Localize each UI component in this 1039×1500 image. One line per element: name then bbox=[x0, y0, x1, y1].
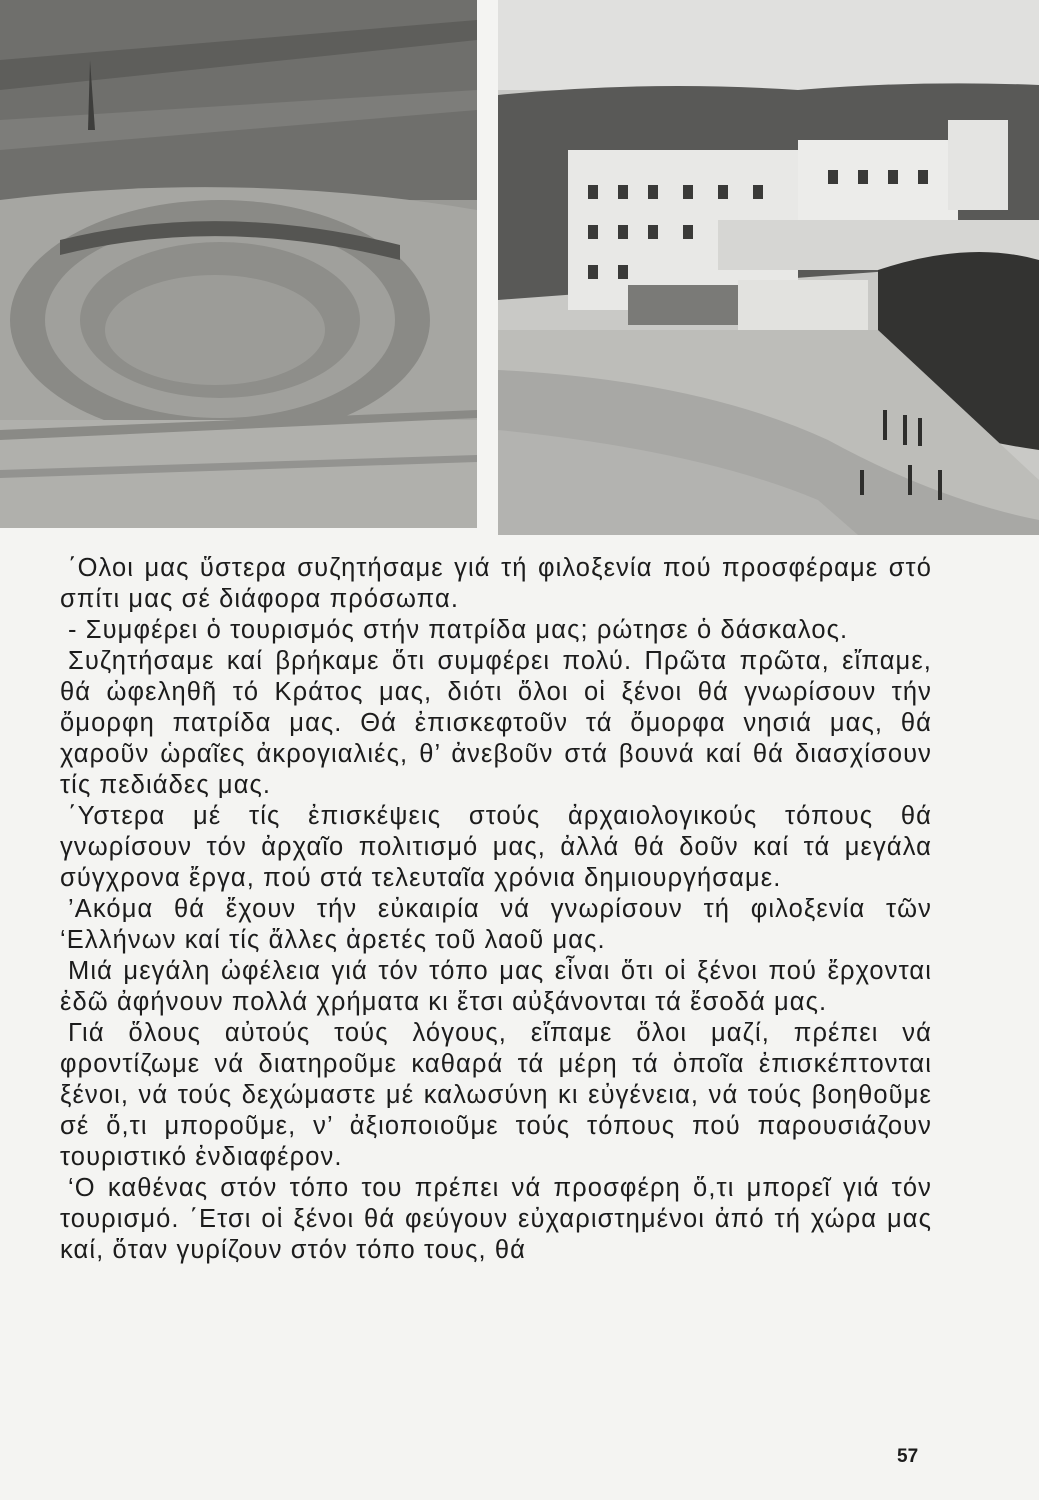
body-text bbox=[60, 553, 932, 1266]
paragraph: ΄Ολοι μας ὕστερα συζητήσαμε γιά τή φιλοξενία πού προσφέραμε στό σπίτι μας σέ διάφορα πρόσωπα. bbox=[60, 554, 932, 613]
paragraph: Μιά μεγάλη ὠφέλεια γιά τόν τόπο μας εἶναι ὅτι οἱ ξένοι πού ἔρχονται ἐδῶ ἀφήνουν πολλά χρήματα κι ἔτσι αὐξάνονται τά ἔσοδά μας. bbox=[60, 957, 932, 1016]
paragraph: Συζητήσαμε καί βρήκαμε ὅτι συμφέρει πολύ. Πρῶτα πρῶτα, εἴπαμε, θά ὠφεληθῆ τό Κράτος μας, διότι ὅλοι οἱ ξένοι θά γνωρίσουν τήν ὄμορφη πατρίδα μας. Θά ἐπισκεφτοῦν τά ὄμορφα νησιά μας, θά χαροῦν ὡραῖες ἀκρογιαλιές, θ’ ἀνεβοῦν στά βουνά καί θά διασχίσουν τίς πεδιάδες μας. bbox=[60, 647, 932, 799]
page-number: 57 bbox=[897, 1446, 919, 1467]
ancient-theatre-image bbox=[0, 0, 477, 528]
paragraph: ‘Ο καθένας στόν τόπο του πρέπει νά προσφέρη ὅ,τι μπορεῖ γιά τόν τουρισμό. ΄Ετσι οἱ ξένοι θά φεύγουν εὐχαριστημένοι ἀπό τή χώρα μας καί, ὅταν γυρίζουν στόν τόπο τους, θά bbox=[60, 1174, 932, 1264]
seaside-hotels-photo bbox=[498, 0, 1039, 535]
seaside-hotels-image bbox=[498, 0, 1039, 535]
ancient-theatre-photo bbox=[0, 0, 477, 528]
paragraph: - Συμφέρει ὁ τουρισμός στήν πατρίδα μας; ρώτησε ὁ δάσκαλος. bbox=[68, 616, 849, 644]
paragraph: ’Ακόμα θά ἔχουν τήν εὐκαιρία νά γνωρίσουν τή φιλοξενία τῶν ‘Ελλήνων καί τίς ἄλλες ἀρετές τοῦ λαοῦ μας. bbox=[60, 895, 932, 954]
paragraph: Γιά ὅλους αὐτούς τούς λόγους, εἴπαμε ὅλοι μαζί, πρέπει νά φροντίζωμε νά διατηροῦμε καθαρά τά μέρη τά ὁποῖα ἐπισκέπτονται ξένοι, νά τούς δεχώμαστε μέ καλωσύνη κι εὐγένεια, νά τούς βοηθοῦμε σέ ὅ,τι μποροῦμε, ν’ ἀξιοποιοῦμε τούς τόπους πού παρουσιάζουν τουριστικό ἐνδιαφέρον. bbox=[60, 1019, 932, 1171]
paragraph: ΄Υστερα μέ τίς ἐπισκέψεις στούς ἀρχαιολογικούς τόπους θά γνωρίσουν τόν ἀρχαῖο πολιτισμό μας, ἀλλά θά δοῦν καί τά μεγάλα σύγχρονα ἔργα, πού στά τελευταῖα χρόνια δημιουργήσαμε. bbox=[60, 802, 932, 892]
